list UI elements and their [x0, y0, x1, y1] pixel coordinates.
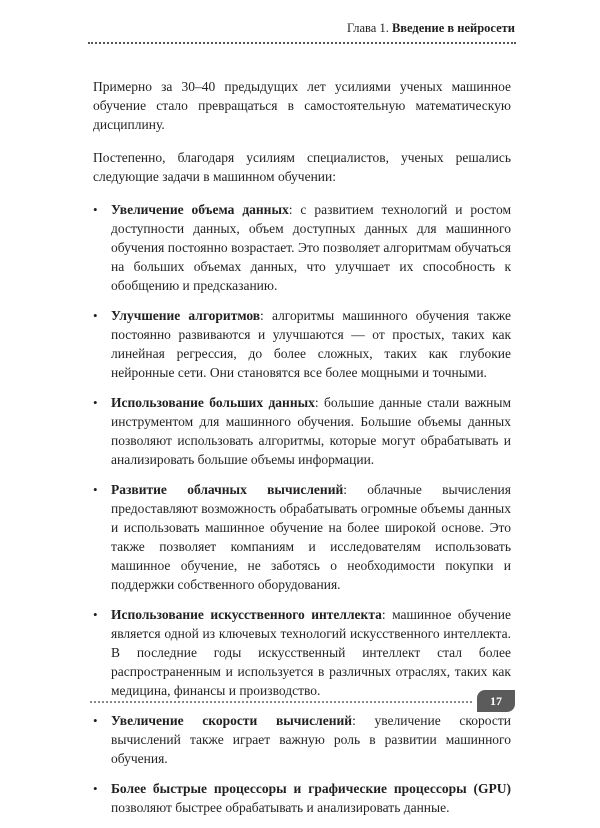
list-item-term: Использование искусственного интеллекта	[111, 607, 382, 622]
list-item-term: Увеличение скорости вычислений	[111, 713, 353, 728]
bullet-icon: •	[93, 395, 98, 410]
intro-paragraph-2: Постепенно, благодаря усилиям специалистов, ученых решались следующие задачи в машинном обучении:	[93, 150, 511, 184]
bullet-icon: •	[93, 781, 98, 796]
running-head	[347, 20, 515, 36]
list-item	[93, 393, 511, 469]
list-item-term: Увеличение объема данных	[111, 202, 289, 217]
page-number: 17	[477, 690, 515, 712]
task-list	[93, 200, 511, 817]
bullet-icon: •	[93, 308, 98, 323]
list-item-term: Более быстрые процессоры и графические процессоры (GPU)	[111, 781, 511, 796]
list-item	[93, 306, 511, 382]
chapter-label: Глава 1.	[346, 21, 389, 35]
list-item	[93, 480, 511, 594]
bullet-icon: •	[93, 713, 98, 728]
list-item-term: Развитие облачных вычислений	[111, 482, 344, 497]
list-item-text: : алгоритмы машинного обучения также постоянно развиваются и улучшаются — от простых, таких как линейная регрессия, до более сложных, таких как глубокие нейронные сети. Они становятся все более мощными и точными.	[111, 308, 511, 380]
list-item	[93, 779, 511, 817]
list-item-term: Использование больших данных	[111, 395, 315, 410]
page-body	[93, 77, 511, 828]
list-item	[93, 605, 511, 700]
footer-dotted-rule	[90, 701, 472, 703]
list-item	[93, 200, 511, 295]
list-item	[93, 711, 511, 768]
list-item-text: позволяют быстрее обрабатывать и анализировать данные.	[111, 800, 450, 815]
header-dotted-rule	[88, 42, 516, 44]
list-item-text: : большие данные стали важным инструментом для машинного обучения. Большие объемы данных позволяют использовать алгоритмы, которые могут обрабатывать и анализировать большие объемы информации.	[111, 395, 511, 467]
bullet-icon: •	[93, 607, 98, 622]
chapter-title: Введение в нейросети	[391, 21, 515, 35]
list-item-text: : с развитием технологий и ростом доступности данных, объем доступных данных для машинного обучения постоянно возрастает. Это позволяет алгоритмам обучаться на больших объемах данных, что улучшает их способность к обобщению и предсказанию.	[111, 202, 511, 293]
list-item-term: Улучшение алгоритмов	[111, 308, 261, 323]
bullet-icon: •	[93, 482, 98, 497]
list-item-text: : облачные вычисления предоставляют возможность обрабатывать огромные объемы данных и использовать машинное обучение на более широкой основе. Это также позволяет компаниям и исследователям использовать машинное обучение, не заботясь о необходимости покупки и поддержки собственного оборудования.	[111, 482, 511, 592]
bullet-icon: •	[93, 202, 98, 217]
list-item-text: : машинное обучение является одной из ключевых технологий искусственного интеллекта. В последние годы искусственный интеллект стал более распространенным и используется в различных отраслях, таких как медицина, финансы и производство.	[111, 607, 511, 698]
list-item-text: : увеличение скорости вычислений также играет важную роль в развитии машинного обучения.	[111, 713, 511, 766]
intro-paragraph-1: Примерно за 30–40 предыдущих лет усилиями ученых машинное обучение стало превращаться в самостоятельную математическую дисциплину.	[93, 79, 511, 132]
